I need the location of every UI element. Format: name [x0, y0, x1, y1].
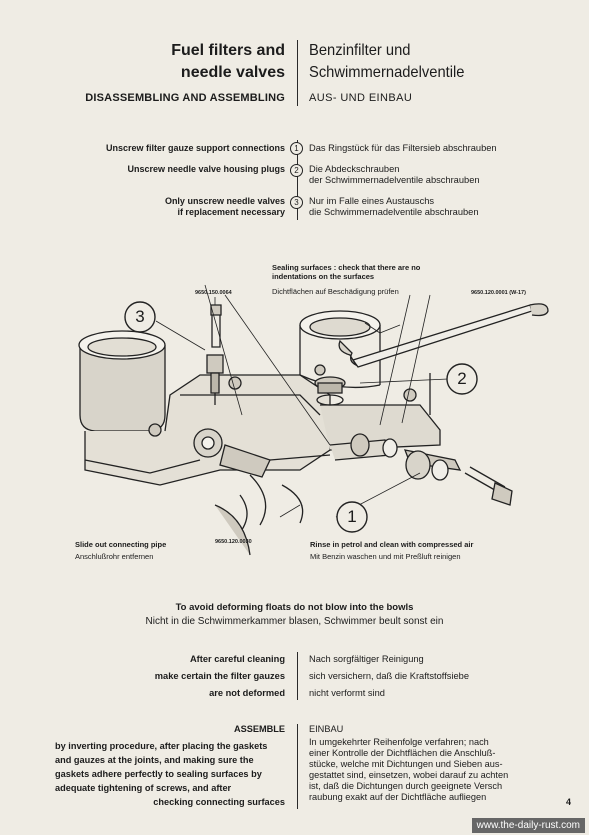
part-number-left: 9650.150.0064	[195, 290, 232, 296]
assemble-de-line5: ist, daß die Dichtungen durch geeignete Versch	[309, 781, 503, 791]
cleaning-en-line1: After careful cleaning	[189, 654, 285, 664]
title-de-line2: Schwimmernadelventile	[309, 64, 465, 81]
callout-2: 2	[457, 369, 467, 388]
assemble-de-line6: raubung exakt auf der Dichtfläche aufliegen	[309, 792, 487, 802]
subtitle-en: DISASSEMBLING AND ASSEMBLING	[85, 92, 285, 104]
slide-caption-de: Anschlußrohr entfernen	[75, 552, 154, 561]
assemble-en-line5: checking connecting surfaces	[153, 797, 285, 807]
assemble-heading-en: ASSEMBLE	[233, 724, 285, 734]
cleaning-en-line3: are not deformed	[209, 688, 285, 698]
subtitle-de: AUS- UND EINBAU	[309, 92, 413, 104]
step-3-de-line1: Nur im Falle eines Austauschs	[309, 196, 435, 206]
title-en-line1: Fuel filters and	[171, 42, 285, 59]
title-de-line1: Benzinfilter und	[309, 42, 411, 59]
step-3-en-line1: Only unscrew needle valves	[164, 196, 285, 206]
part-number-bottom: 9650.120.0030	[215, 539, 252, 545]
assemble-en-line1: by inverting procedure, after placing the gaskets	[55, 741, 268, 751]
warning-en: To avoid deforming floats do not blow into the bowls	[175, 602, 414, 613]
part-number-right: 9650.120.0001 (W-17)	[471, 290, 526, 296]
assemble-de-line1: In umgekehrter Reihenfolge verfahren; nach	[309, 737, 489, 747]
cleaning-divider	[297, 652, 298, 700]
step-1-de: Das Ringstück für das Filtersieb abschrauben	[309, 143, 497, 153]
warning-de: Nicht in die Schwimmerkammer blasen, Schwimmer beult sonst ein	[145, 616, 444, 627]
step-3-number: 3	[290, 196, 303, 209]
sealing-note-en-line1: Sealing surfaces : check that there are no	[272, 263, 421, 272]
watermark-footer: www.the-daily-rust.com	[472, 818, 585, 833]
step-2-number: 2	[290, 164, 303, 177]
slide-caption-en: Slide out connecting pipe	[75, 540, 167, 549]
step-2-de-line1: Die Abdeckschrauben	[309, 164, 400, 174]
step-2-de-line2: der Schwimmernadelventile abschrauben	[309, 175, 480, 185]
step-1-number: 1	[290, 142, 303, 155]
step-1-en: Unscrew filter gauze support connections	[105, 143, 285, 153]
assemble-de-line4: gestattet sind, einsetzen, wobei darauf zu achten	[309, 770, 509, 780]
sealing-note-en-line2: indentations on the surfaces	[272, 272, 375, 281]
cleaning-de-line3: nicht verformt sind	[309, 688, 385, 698]
page-number: 4	[566, 797, 572, 807]
carburetor-exploded-drawing	[0, 255, 589, 575]
header-divider	[297, 40, 298, 106]
callout-3: 3	[135, 307, 145, 326]
rinse-caption-de: Mit Benzin waschen und mit Preßluft reinigen	[310, 552, 461, 561]
assemble-heading-de: EINBAU	[309, 724, 344, 734]
cleaning-de-line1: Nach sorgfältiger Reinigung	[309, 654, 424, 664]
assemble-en-line3: gaskets adhere perfectly to sealing surfaces by	[55, 769, 262, 779]
cleaning-de-line2: sich versichern, daß die Kraftstoffsiebe	[309, 671, 470, 681]
assemble-de-line2: einer Kontrolle der Dichtflächen die Anschluß-	[309, 748, 496, 758]
cleaning-en-line2: make certain the filter gauzes	[154, 671, 285, 681]
carburetor-figure	[0, 255, 589, 575]
sealing-note-de: Dichtflächen auf Beschädigung prüfen	[272, 287, 399, 296]
step-3-en-line2: if replacement necessary	[177, 207, 285, 217]
assemble-en-line4: adequate tightening of screws, and after	[55, 783, 232, 793]
callout-1: 1	[347, 507, 357, 526]
rinse-caption-en: Rinse in petrol and clean with compressed air	[310, 540, 474, 549]
assemble-divider	[297, 724, 298, 809]
assemble-en-line2: and gauzes at the joints, and making sure the	[55, 755, 254, 765]
step-2-en: Unscrew needle valve housing plugs	[127, 164, 285, 174]
title-en-line2: needle valves	[180, 64, 285, 81]
step-3-de-line2: die Schwimmernadelventile abschrauben	[309, 207, 479, 217]
assemble-de-line3: stücke, welche mit Dichtungen und Sieben aus-	[309, 759, 503, 769]
